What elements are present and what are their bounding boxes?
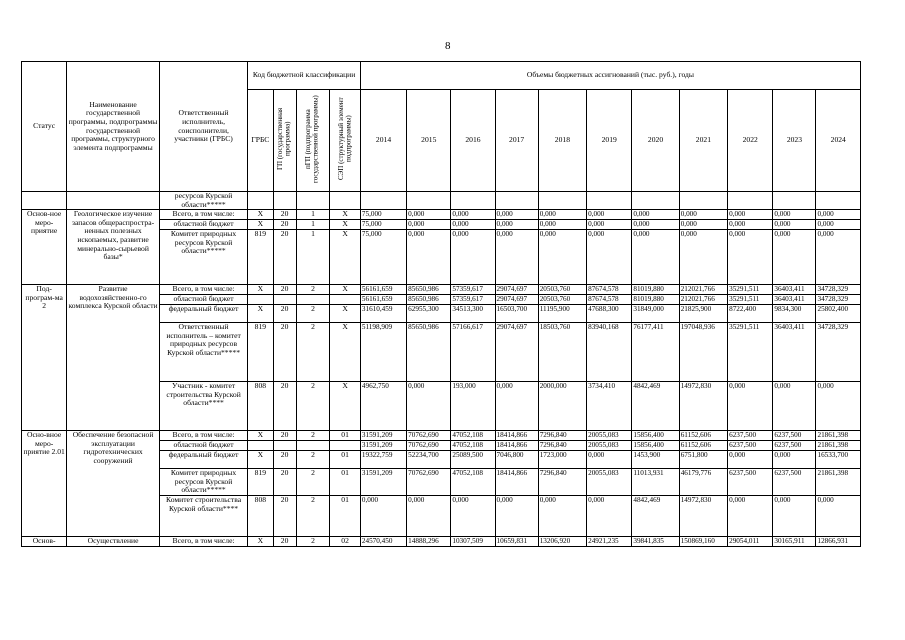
value-cell: 212021,766	[679, 285, 727, 295]
value-cell: 14972,830	[679, 495, 727, 536]
value-cell: 12866,931	[816, 536, 861, 546]
value-cell: 6237,500	[773, 431, 816, 441]
header-year: 2017	[495, 90, 538, 192]
header-grbs: ГРБС	[248, 90, 273, 192]
value-cell: 0,000	[495, 495, 538, 536]
value-cell	[407, 192, 451, 210]
value-cell: 0,000	[679, 220, 727, 230]
table-row	[22, 285, 861, 295]
grbs-cell	[248, 441, 273, 451]
value-cell: 24570,450	[360, 536, 406, 546]
value-cell: 18414,866	[495, 441, 538, 451]
value-cell: 46179,776	[679, 469, 727, 496]
value-cell: 76177,411	[632, 323, 679, 382]
pgp-cell: 2	[296, 382, 330, 431]
executor-cell: Всего, в том числе:	[159, 431, 247, 441]
value-cell: 0,000	[679, 230, 727, 285]
grbs-cell: Х	[248, 210, 273, 220]
value-cell	[728, 192, 773, 210]
value-cell: 29054,011	[728, 536, 773, 546]
executor-cell: Комитет строительства Курской области****	[159, 495, 247, 536]
value-cell: 62955,300	[407, 305, 451, 323]
sep-cell: Х	[330, 323, 361, 382]
executor-cell: областной бюджет	[159, 441, 247, 451]
value-cell: 0,000	[538, 210, 586, 220]
value-cell: 0,000	[728, 451, 773, 469]
value-cell: 1453,900	[632, 451, 679, 469]
value-cell: 57166,617	[451, 323, 495, 382]
value-cell: 75,000	[360, 210, 406, 220]
table-row	[22, 192, 861, 210]
value-cell: 70762,690	[407, 431, 451, 441]
gp-cell: 20	[273, 431, 296, 441]
gp-cell: 20	[273, 469, 296, 496]
gp-cell: 20	[273, 323, 296, 382]
value-cell: 16503,700	[495, 305, 538, 323]
sep-cell	[330, 295, 361, 305]
table-row	[22, 431, 861, 441]
value-cell: 18414,866	[495, 431, 538, 441]
value-cell: 20055,083	[587, 441, 632, 451]
header-year: 2021	[679, 90, 727, 192]
grbs-cell: Х	[248, 305, 273, 323]
value-cell: 81019,880	[632, 285, 679, 295]
executor-cell: Комитет природных ресурсов Курской области*****	[159, 230, 247, 285]
value-cell: 34513,300	[451, 305, 495, 323]
gp-cell: 20	[273, 451, 296, 469]
pgp-cell: 2	[296, 469, 330, 496]
value-cell: 21861,398	[816, 441, 861, 451]
value-cell: 25802,400	[816, 305, 861, 323]
value-cell: 0,000	[451, 495, 495, 536]
value-cell: 47052,108	[451, 441, 495, 451]
grbs-cell: 808	[248, 382, 273, 431]
value-cell: 0,000	[816, 230, 861, 285]
value-cell: 0,000	[360, 495, 406, 536]
value-cell: 0,000	[451, 210, 495, 220]
value-cell: 36403,411	[773, 323, 816, 382]
value-cell: 47688,300	[587, 305, 632, 323]
value-cell: 75,000	[360, 220, 406, 230]
value-cell: 0,000	[773, 451, 816, 469]
pgp-cell: 2	[296, 536, 330, 546]
pgp-cell: 2	[296, 451, 330, 469]
pgp-cell: 1	[296, 210, 330, 220]
table-row	[22, 210, 861, 220]
value-cell: 0,000	[632, 220, 679, 230]
value-cell: 0,000	[538, 220, 586, 230]
value-cell: 0,000	[587, 230, 632, 285]
value-cell: 87674,578	[587, 295, 632, 305]
value-cell: 9834,300	[773, 305, 816, 323]
value-cell: 0,000	[407, 495, 451, 536]
value-cell: 61152,606	[679, 441, 727, 451]
grbs-cell: 819	[248, 230, 273, 285]
pgp-cell: 2	[296, 495, 330, 536]
value-cell: 52234,700	[407, 451, 451, 469]
status-cell	[22, 192, 67, 210]
value-cell: 7296,840	[538, 441, 586, 451]
value-cell: 0,000	[773, 220, 816, 230]
value-cell: 6237,500	[728, 441, 773, 451]
value-cell: 31610,459	[360, 305, 406, 323]
gp-cell: 20	[273, 285, 296, 295]
header-gp: ГП (государственная программа)	[273, 90, 296, 192]
value-cell: 6237,500	[728, 469, 773, 496]
gp-cell: 20	[273, 382, 296, 431]
value-cell: 31591,209	[360, 431, 406, 441]
value-cell: 0,000	[728, 382, 773, 431]
value-cell: 7296,840	[538, 431, 586, 441]
value-cell: 0,000	[495, 230, 538, 285]
value-cell: 0,000	[587, 210, 632, 220]
value-cell: 47052,108	[451, 469, 495, 496]
value-cell: 4842,469	[632, 382, 679, 431]
status-cell: Осно-вное меро-приятие 2.01	[22, 431, 67, 537]
pgp-cell: 2	[296, 305, 330, 323]
executor-cell: Всего, в том числе:	[159, 210, 247, 220]
value-cell: 10307,509	[451, 536, 495, 546]
executor-cell: областной бюджет	[159, 220, 247, 230]
value-cell: 29074,697	[495, 285, 538, 295]
executor-cell: Всего, в том числе:	[159, 536, 247, 546]
table-body	[22, 192, 861, 547]
value-cell: 30165,911	[773, 536, 816, 546]
value-cell: 21825,900	[679, 305, 727, 323]
executor-cell: Всего, в том числе:	[159, 285, 247, 295]
value-cell: 85650,986	[407, 295, 451, 305]
value-cell: 16533,700	[816, 451, 861, 469]
grbs-cell: 819	[248, 469, 273, 496]
value-cell: 0,000	[773, 230, 816, 285]
gp-cell: 20	[273, 305, 296, 323]
program-name-cell: Геологическое изучение запасов общераспростра-ненных полезных ископаемых, развитие минерально-сырьевой базы*	[67, 210, 160, 285]
value-cell: 0,000	[728, 495, 773, 536]
value-cell: 70762,690	[407, 469, 451, 496]
gp-cell: 20	[273, 210, 296, 220]
value-cell	[773, 192, 816, 210]
pgp-cell: 1	[296, 220, 330, 230]
value-cell: 197048,936	[679, 323, 727, 382]
grbs-cell: 819	[248, 323, 273, 382]
sep-cell	[330, 441, 361, 451]
value-cell: 0,000	[587, 451, 632, 469]
header-year: 2022	[728, 90, 773, 192]
status-cell: Под-програм-ма 2	[22, 285, 67, 431]
value-cell	[587, 192, 632, 210]
value-cell: 0,000	[495, 210, 538, 220]
value-cell: 6751,800	[679, 451, 727, 469]
header-year: 2015	[407, 90, 451, 192]
value-cell: 10659,831	[495, 536, 538, 546]
value-cell: 0,000	[816, 220, 861, 230]
header-executor: Ответственный исполнитель, соисполнители, участники (ГРБС)	[159, 62, 247, 192]
gp-cell	[273, 192, 296, 210]
value-cell: 31591,209	[360, 441, 406, 451]
value-cell: 0,000	[495, 382, 538, 431]
value-cell: 34728,329	[816, 285, 861, 295]
value-cell: 61152,606	[679, 431, 727, 441]
header-program-name: Наименование государственной программы, подпрограммы государственной программы, структурного элемента подпрограммы	[67, 62, 160, 192]
executor-cell: Участник - комитет строительства Курской области****	[159, 382, 247, 431]
value-cell: 83940,168	[587, 323, 632, 382]
value-cell: 0,000	[587, 220, 632, 230]
value-cell: 6237,500	[728, 431, 773, 441]
value-cell: 212021,766	[679, 295, 727, 305]
header-year: 2023	[773, 90, 816, 192]
value-cell	[495, 192, 538, 210]
pgp-cell	[296, 295, 330, 305]
sep-cell: 01	[330, 451, 361, 469]
header-year: 2018	[538, 90, 586, 192]
value-cell: 57359,617	[451, 285, 495, 295]
header-year: 2019	[587, 90, 632, 192]
value-cell: 0,000	[407, 382, 451, 431]
grbs-cell: Х	[248, 431, 273, 441]
value-cell: 0,000	[728, 220, 773, 230]
value-cell: 47052,108	[451, 431, 495, 441]
value-cell: 29074,697	[495, 295, 538, 305]
value-cell	[451, 192, 495, 210]
sep-cell: Х	[330, 285, 361, 295]
grbs-cell: Х	[248, 536, 273, 546]
gp-cell: 20	[273, 220, 296, 230]
value-cell: 35291,511	[728, 323, 773, 382]
value-cell: 0,000	[538, 230, 586, 285]
pgp-cell: 2	[296, 285, 330, 295]
pgp-cell	[296, 192, 330, 210]
value-cell: 56161,659	[360, 285, 406, 295]
executor-cell: Ответственный исполнитель – комитет природных ресурсов Курской области*****	[159, 323, 247, 382]
value-cell: 14972,830	[679, 382, 727, 431]
gp-cell	[273, 441, 296, 451]
pgp-cell	[296, 441, 330, 451]
value-cell: 0,000	[451, 230, 495, 285]
executor-cell: областной бюджет	[159, 295, 247, 305]
value-cell: 87674,578	[587, 285, 632, 295]
status-cell: Основ-ное меро-приятие	[22, 210, 67, 285]
value-cell: 6237,500	[773, 441, 816, 451]
value-cell: 0,000	[773, 210, 816, 220]
value-cell: 0,000	[407, 230, 451, 285]
header-sep: СЭП (структурный элемент подпрограммы)	[330, 90, 361, 192]
header-status: Статус	[22, 62, 67, 192]
value-cell: 0,000	[679, 210, 727, 220]
executor-cell: Комитет природных ресурсов Курской области*****	[159, 469, 247, 496]
grbs-cell	[248, 295, 273, 305]
value-cell: 13206,920	[538, 536, 586, 546]
value-cell: 0,000	[816, 495, 861, 536]
budget-table	[21, 61, 861, 547]
sep-cell: Х	[330, 220, 361, 230]
sep-cell	[330, 192, 361, 210]
value-cell: 4962,750	[360, 382, 406, 431]
header-year: 2014	[360, 90, 406, 192]
value-cell: 3734,410	[587, 382, 632, 431]
page-number: 8	[445, 40, 451, 52]
value-cell: 14888,296	[407, 536, 451, 546]
executor-cell: федеральный бюджет	[159, 451, 247, 469]
value-cell: 18414,866	[495, 469, 538, 496]
value-cell: 0,000	[728, 210, 773, 220]
value-cell: 81019,880	[632, 295, 679, 305]
value-cell: 15856,400	[632, 441, 679, 451]
value-cell: 25089,500	[451, 451, 495, 469]
value-cell: 21861,398	[816, 469, 861, 496]
pgp-cell: 1	[296, 230, 330, 285]
pgp-cell: 2	[296, 323, 330, 382]
value-cell: 57359,617	[451, 295, 495, 305]
sep-cell: 02	[330, 536, 361, 546]
header-budget-code: Код бюджетной классификации	[248, 62, 361, 90]
sep-cell: 01	[330, 469, 361, 496]
program-name-cell: Осуществление	[67, 536, 160, 546]
value-cell: 20503,760	[538, 285, 586, 295]
value-cell: 39841,835	[632, 536, 679, 546]
status-cell: Основ-	[22, 536, 67, 546]
value-cell: 18503,760	[538, 323, 586, 382]
value-cell	[632, 192, 679, 210]
value-cell: 75,000	[360, 230, 406, 285]
value-cell: 21861,398	[816, 431, 861, 441]
value-cell	[679, 192, 727, 210]
value-cell: 31591,209	[360, 469, 406, 496]
sep-cell: Х	[330, 305, 361, 323]
sep-cell: Х	[330, 230, 361, 285]
sep-cell: Х	[330, 210, 361, 220]
value-cell: 35291,511	[728, 285, 773, 295]
value-cell: 36403,411	[773, 285, 816, 295]
value-cell: 0,000	[538, 495, 586, 536]
value-cell: 31849,000	[632, 305, 679, 323]
value-cell: 2000,000	[538, 382, 586, 431]
value-cell: 0,000	[728, 230, 773, 285]
program-name-cell: Развитие водохозяйственно-го комплекса Курской области	[67, 285, 160, 431]
value-cell: 0,000	[632, 230, 679, 285]
value-cell: 0,000	[816, 382, 861, 431]
value-cell: 0,000	[773, 495, 816, 536]
sep-cell: Х	[330, 382, 361, 431]
grbs-cell: Х	[248, 220, 273, 230]
value-cell	[360, 192, 406, 210]
value-cell	[816, 192, 861, 210]
value-cell: 0,000	[451, 220, 495, 230]
value-cell: 29074,697	[495, 323, 538, 382]
value-cell: 150869,160	[679, 536, 727, 546]
header-year: 2020	[632, 90, 679, 192]
gp-cell: 20	[273, 536, 296, 546]
header-year: 2016	[451, 90, 495, 192]
value-cell: 15856,400	[632, 431, 679, 441]
value-cell: 20503,760	[538, 295, 586, 305]
value-cell: 51198,909	[360, 323, 406, 382]
value-cell: 19322,759	[360, 451, 406, 469]
value-cell: 24921,235	[587, 536, 632, 546]
program-name-cell	[67, 192, 160, 210]
value-cell: 11013,931	[632, 469, 679, 496]
value-cell: 85650,986	[407, 285, 451, 295]
value-cell: 0,000	[407, 220, 451, 230]
header-year: 2024	[816, 90, 861, 192]
grbs-cell	[248, 192, 273, 210]
gp-cell	[273, 295, 296, 305]
table-row	[22, 536, 861, 546]
pgp-cell: 2	[296, 431, 330, 441]
value-cell: 35291,511	[728, 295, 773, 305]
executor-cell: федеральный бюджет	[159, 305, 247, 323]
value-cell: 0,000	[816, 210, 861, 220]
value-cell: 36403,411	[773, 295, 816, 305]
value-cell: 0,000	[407, 210, 451, 220]
value-cell: 1723,000	[538, 451, 586, 469]
value-cell: 20055,083	[587, 469, 632, 496]
value-cell: 20055,083	[587, 431, 632, 441]
value-cell: 7046,800	[495, 451, 538, 469]
value-cell: 85650,986	[407, 323, 451, 382]
value-cell: 6237,500	[773, 469, 816, 496]
value-cell: 11195,900	[538, 305, 586, 323]
value-cell: 0,000	[773, 382, 816, 431]
value-cell: 34728,329	[816, 323, 861, 382]
value-cell: 0,000	[495, 220, 538, 230]
gp-cell: 20	[273, 230, 296, 285]
header-pgp: пГП (подпрограмма государственной программы)	[296, 90, 330, 192]
grbs-cell: Х	[248, 451, 273, 469]
gp-cell: 20	[273, 495, 296, 536]
program-name-cell: Обеспечение безопасной эксплуатации гидротехнических сооружений	[67, 431, 160, 537]
sep-cell: 01	[330, 431, 361, 441]
grbs-cell: Х	[248, 285, 273, 295]
sep-cell: 01	[330, 495, 361, 536]
value-cell: 7296,840	[538, 469, 586, 496]
value-cell: 4842,469	[632, 495, 679, 536]
value-cell: 0,000	[587, 495, 632, 536]
value-cell: 56161,659	[360, 295, 406, 305]
value-cell	[538, 192, 586, 210]
value-cell: 70762,690	[407, 441, 451, 451]
header-volumes: Объемы бюджетных ассигнований (тыс. руб.), годы	[360, 62, 860, 90]
executor-cell: ресурсов Курской области*****	[159, 192, 247, 210]
value-cell: 8722,400	[728, 305, 773, 323]
grbs-cell: 808	[248, 495, 273, 536]
value-cell: 0,000	[632, 210, 679, 220]
value-cell: 193,000	[451, 382, 495, 431]
value-cell: 34728,329	[816, 295, 861, 305]
